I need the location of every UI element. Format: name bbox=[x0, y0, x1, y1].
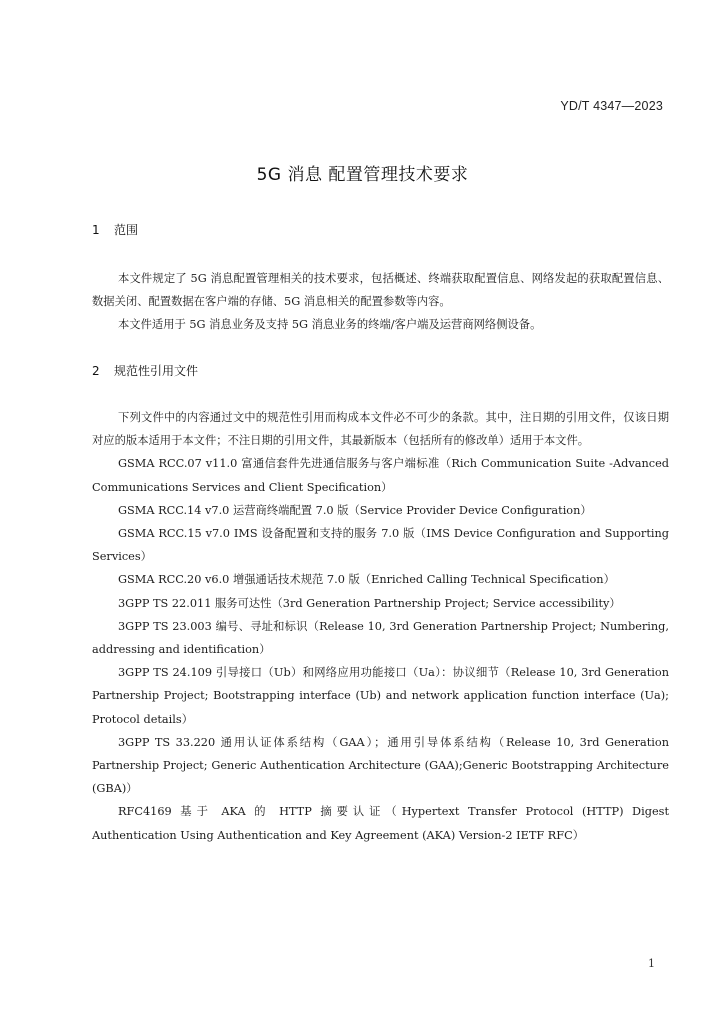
paragraph: 下列文件中的内容通过文中的规范性引用而构成本文件必不可少的条款。其中，注日期的引用文件，仅该日期对应的版本适用于本文件；不注日期的引用文件，其最新版本（包括所有的修改单）适用于本文件。 bbox=[92, 411, 669, 448]
page-number: 1 bbox=[648, 957, 655, 970]
document-code: YD/T 4347—2023 bbox=[560, 99, 663, 113]
reference-item: 3GPP TS 22.011 服务可达性（3rd Generation Partnership Project; Service accessibility） bbox=[118, 596, 621, 610]
reference-item: GSMA RCC.14 v7.0 运营商终端配置 7.0 版（Service Provider Device Configuration） bbox=[118, 503, 592, 517]
section-heading-scope bbox=[92, 221, 138, 238]
section-heading-normative-references bbox=[92, 362, 198, 379]
section-title: 范围 bbox=[114, 223, 139, 237]
section-title: 规范性引用文件 bbox=[114, 364, 199, 378]
section-number: 1 bbox=[92, 223, 100, 237]
reference-item: GSMA RCC.07 v11.0 富通信套件先进通信服务与客户端标准（Rich Communication Suite -Advanced Communications Services and Client Specification） bbox=[92, 457, 669, 494]
reference-item: 3GPP TS 24.109 引导接口（Ub）和网络应用功能接口（Ua）：协议细节（Release 10, 3rd Generation Partnership Project; Bootstrapping interface (Ub) and network application function interface (Ua); Protocol details） bbox=[92, 666, 669, 726]
reference-item: RFC4169 基于 AKA 的 HTTP 摘要认证（Hypertext Transfer Protocol (HTTP) Digest Authentication Using Authentication and Key Agreement (AKA) Version-2 IETF RFC） bbox=[92, 805, 669, 842]
paragraph: 本文件规定了 5G 消息配置管理相关的技术要求，包括概述、终端获取配置信息、网络发起的获取配置信息、数据关闭、配置数据在客户端的存储、5G 消息相关的配置参数等内容。 bbox=[92, 272, 669, 309]
document-title: 5G 消息 配置管理技术要求 bbox=[256, 165, 469, 185]
section-body-normative-references bbox=[92, 406, 669, 847]
reference-item: 3GPP TS 33.220 通用认证体系结构（GAA）；通用引导体系结构（Release 10, 3rd Generation Partnership Project; Generic Authentication Architecture (GAA);Generic Bootstrapping Architecture (GBA)） bbox=[92, 735, 669, 796]
reference-item: GSMA RCC.15 v7.0 IMS 设备配置和支持的服务 7.0 版（IMS Device Configuration and Supporting Services） bbox=[92, 527, 669, 564]
paragraph: 本文件适用于 5G 消息业务及支持 5G 消息业务的终端/客户端及运营商网络侧设备。 bbox=[118, 318, 542, 332]
section-body-scope bbox=[92, 267, 669, 337]
section-number: 2 bbox=[92, 364, 100, 378]
reference-item: GSMA RCC.20 v6.0 增强通话技术规范 7.0 版（Enriched Calling Technical Specification） bbox=[118, 573, 615, 587]
reference-item: 3GPP TS 23.003 编号、寻址和标识（Release 10, 3rd Generation Partnership Project; Numbering, addressing and identification） bbox=[92, 619, 669, 657]
